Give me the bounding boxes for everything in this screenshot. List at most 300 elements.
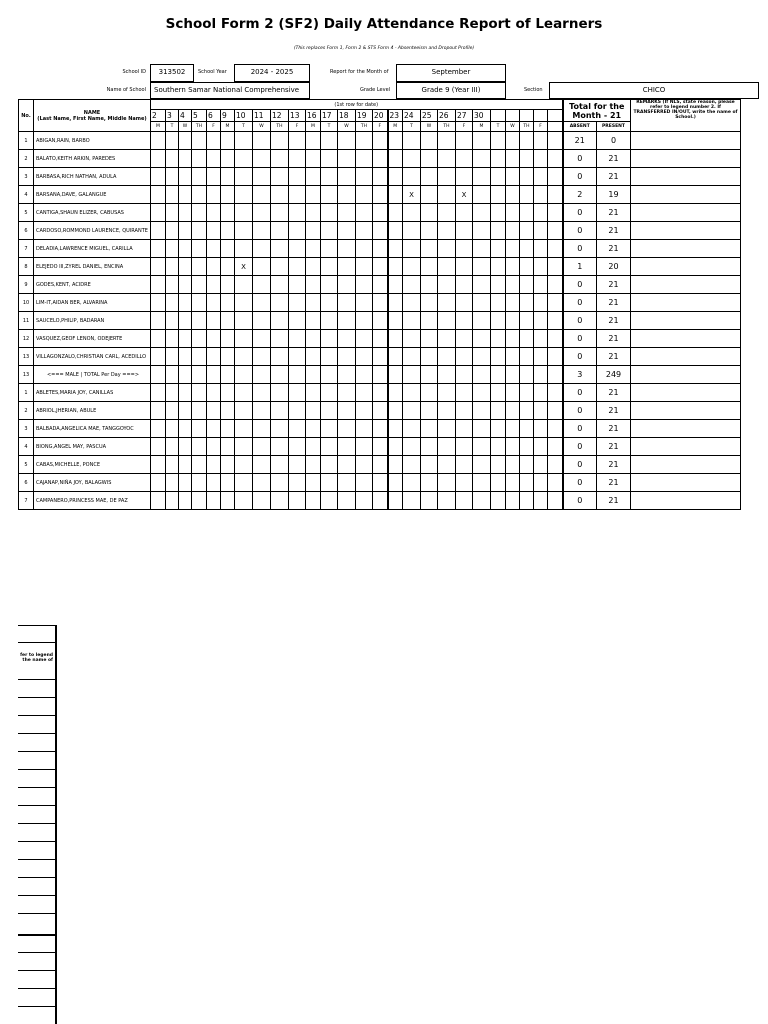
attendance-cell[interactable] (306, 492, 321, 510)
attendance-cell[interactable] (356, 474, 373, 492)
attendance-cell[interactable] (207, 492, 221, 510)
attendance-cell[interactable] (151, 168, 166, 186)
attendance-cell[interactable] (192, 150, 207, 168)
attendance-cell[interactable] (321, 384, 338, 402)
attendance-cell[interactable] (192, 222, 207, 240)
attendance-cell[interactable] (321, 132, 338, 150)
attendance-cell[interactable] (289, 366, 306, 384)
attendance-cell[interactable] (356, 150, 373, 168)
attendance-cell[interactable] (403, 348, 421, 366)
attendance-cell[interactable] (207, 348, 221, 366)
attendance-cell[interactable] (321, 402, 338, 420)
attendance-cell[interactable] (491, 456, 506, 474)
attendance-cell[interactable] (151, 312, 166, 330)
attendance-cell[interactable] (534, 420, 548, 438)
attendance-cell[interactable] (166, 186, 179, 204)
remarks-cell[interactable] (631, 294, 741, 312)
attendance-cell[interactable] (192, 366, 207, 384)
attendance-cell[interactable] (166, 204, 179, 222)
attendance-cell[interactable] (289, 312, 306, 330)
attendance-cell[interactable] (338, 420, 356, 438)
attendance-cell[interactable] (438, 348, 456, 366)
attendance-cell[interactable] (166, 402, 179, 420)
attendance-cell[interactable] (151, 204, 166, 222)
attendance-cell[interactable] (388, 312, 403, 330)
attendance-cell[interactable] (192, 348, 207, 366)
attendance-cell[interactable] (403, 384, 421, 402)
attendance-cell[interactable] (192, 330, 207, 348)
attendance-cell[interactable] (192, 384, 207, 402)
attendance-cell[interactable] (192, 474, 207, 492)
attendance-cell[interactable] (338, 186, 356, 204)
attendance-cell[interactable] (506, 312, 520, 330)
attendance-cell[interactable] (373, 258, 388, 276)
attendance-cell[interactable] (207, 330, 221, 348)
attendance-cell[interactable] (321, 438, 338, 456)
attendance-cell[interactable] (289, 204, 306, 222)
attendance-cell[interactable] (192, 186, 207, 204)
attendance-cell[interactable] (221, 222, 235, 240)
attendance-cell[interactable] (548, 132, 563, 150)
attendance-cell[interactable] (520, 438, 534, 456)
attendance-cell[interactable] (306, 204, 321, 222)
attendance-cell[interactable] (356, 222, 373, 240)
attendance-cell[interactable] (491, 474, 506, 492)
attendance-cell[interactable] (253, 150, 271, 168)
attendance-cell[interactable] (289, 384, 306, 402)
attendance-cell[interactable] (548, 294, 563, 312)
remarks-cell[interactable] (631, 168, 741, 186)
attendance-cell[interactable] (403, 276, 421, 294)
attendance-cell[interactable] (221, 438, 235, 456)
attendance-cell[interactable] (306, 456, 321, 474)
attendance-cell[interactable] (271, 258, 289, 276)
attendance-cell[interactable] (473, 294, 491, 312)
attendance-cell[interactable] (548, 168, 563, 186)
attendance-cell[interactable] (548, 366, 563, 384)
attendance-cell[interactable] (253, 474, 271, 492)
attendance-cell[interactable] (438, 258, 456, 276)
attendance-cell[interactable] (456, 492, 473, 510)
attendance-cell[interactable] (338, 384, 356, 402)
attendance-cell[interactable] (192, 294, 207, 312)
attendance-cell[interactable] (356, 276, 373, 294)
attendance-cell[interactable] (520, 474, 534, 492)
attendance-cell[interactable] (235, 438, 253, 456)
attendance-cell[interactable] (235, 402, 253, 420)
attendance-cell[interactable] (506, 474, 520, 492)
attendance-cell[interactable] (235, 456, 253, 474)
attendance-cell[interactable] (151, 402, 166, 420)
attendance-cell[interactable] (534, 294, 548, 312)
attendance-cell[interactable] (253, 456, 271, 474)
attendance-cell[interactable] (534, 132, 548, 150)
attendance-cell[interactable] (403, 474, 421, 492)
attendance-cell[interactable] (207, 438, 221, 456)
attendance-cell[interactable] (388, 222, 403, 240)
attendance-cell[interactable] (373, 150, 388, 168)
attendance-cell[interactable] (456, 258, 473, 276)
attendance-cell[interactable] (221, 168, 235, 186)
attendance-cell[interactable] (421, 438, 438, 456)
attendance-cell[interactable] (166, 456, 179, 474)
attendance-cell[interactable] (456, 420, 473, 438)
attendance-cell[interactable] (289, 132, 306, 150)
attendance-cell[interactable] (473, 366, 491, 384)
attendance-cell[interactable] (373, 186, 388, 204)
attendance-cell[interactable] (456, 204, 473, 222)
attendance-cell[interactable] (520, 132, 534, 150)
attendance-cell[interactable] (438, 492, 456, 510)
attendance-cell[interactable] (534, 366, 548, 384)
attendance-cell[interactable] (289, 402, 306, 420)
attendance-cell[interactable] (456, 330, 473, 348)
attendance-cell[interactable] (221, 312, 235, 330)
attendance-cell[interactable] (271, 474, 289, 492)
remarks-cell[interactable] (631, 330, 741, 348)
attendance-cell[interactable] (473, 438, 491, 456)
attendance-cell[interactable] (548, 186, 563, 204)
attendance-cell[interactable] (491, 312, 506, 330)
remarks-cell[interactable] (631, 402, 741, 420)
attendance-cell[interactable] (356, 204, 373, 222)
attendance-cell[interactable] (207, 258, 221, 276)
attendance-cell[interactable] (456, 240, 473, 258)
attendance-cell[interactable] (520, 420, 534, 438)
attendance-cell[interactable] (253, 132, 271, 150)
attendance-cell[interactable] (520, 384, 534, 402)
attendance-cell[interactable] (506, 240, 520, 258)
attendance-cell[interactable] (166, 312, 179, 330)
attendance-cell[interactable] (548, 456, 563, 474)
remarks-cell[interactable] (631, 222, 741, 240)
attendance-cell[interactable] (253, 348, 271, 366)
attendance-cell[interactable] (151, 420, 166, 438)
attendance-cell[interactable] (179, 168, 192, 186)
attendance-cell[interactable] (373, 474, 388, 492)
attendance-cell[interactable] (491, 132, 506, 150)
attendance-cell[interactable] (271, 150, 289, 168)
attendance-cell[interactable] (235, 330, 253, 348)
attendance-cell[interactable] (179, 456, 192, 474)
attendance-cell[interactable] (473, 384, 491, 402)
attendance-cell[interactable] (356, 312, 373, 330)
attendance-cell[interactable] (235, 348, 253, 366)
remarks-cell[interactable] (631, 204, 741, 222)
attendance-cell[interactable] (438, 312, 456, 330)
attendance-cell[interactable] (253, 168, 271, 186)
attendance-cell[interactable] (548, 204, 563, 222)
attendance-cell[interactable] (221, 240, 235, 258)
attendance-cell[interactable] (179, 402, 192, 420)
attendance-cell[interactable] (506, 204, 520, 222)
attendance-cell[interactable] (338, 312, 356, 330)
remarks-cell[interactable] (631, 150, 741, 168)
attendance-cell[interactable] (338, 492, 356, 510)
attendance-cell[interactable] (321, 456, 338, 474)
attendance-cell[interactable] (271, 366, 289, 384)
attendance-cell[interactable] (235, 132, 253, 150)
attendance-cell[interactable] (373, 204, 388, 222)
school-year-field[interactable]: 2024 - 2025 (234, 64, 310, 82)
attendance-cell[interactable] (253, 402, 271, 420)
attendance-cell[interactable] (207, 132, 221, 150)
attendance-cell[interactable] (373, 276, 388, 294)
attendance-cell[interactable] (321, 258, 338, 276)
attendance-cell[interactable] (321, 474, 338, 492)
attendance-cell[interactable] (356, 258, 373, 276)
attendance-cell[interactable] (221, 348, 235, 366)
attendance-cell[interactable] (221, 492, 235, 510)
attendance-cell[interactable] (403, 294, 421, 312)
attendance-cell[interactable] (192, 420, 207, 438)
attendance-cell[interactable] (306, 168, 321, 186)
attendance-cell[interactable] (321, 366, 338, 384)
attendance-cell[interactable] (473, 132, 491, 150)
attendance-cell[interactable] (289, 438, 306, 456)
attendance-cell[interactable] (373, 168, 388, 186)
attendance-cell[interactable] (456, 312, 473, 330)
attendance-cell[interactable] (271, 402, 289, 420)
attendance-cell[interactable] (338, 402, 356, 420)
attendance-cell[interactable] (338, 348, 356, 366)
attendance-cell[interactable] (421, 456, 438, 474)
attendance-cell[interactable] (421, 402, 438, 420)
attendance-cell[interactable] (403, 132, 421, 150)
attendance-cell[interactable] (321, 186, 338, 204)
attendance-cell[interactable] (520, 186, 534, 204)
attendance-cell[interactable] (306, 402, 321, 420)
attendance-cell[interactable] (456, 294, 473, 312)
attendance-cell[interactable] (403, 222, 421, 240)
attendance-cell[interactable] (473, 168, 491, 186)
attendance-cell[interactable] (253, 240, 271, 258)
attendance-cell[interactable] (221, 132, 235, 150)
attendance-cell[interactable] (179, 132, 192, 150)
attendance-cell[interactable] (192, 312, 207, 330)
attendance-cell[interactable] (271, 348, 289, 366)
attendance-cell[interactable] (306, 150, 321, 168)
attendance-cell[interactable] (438, 474, 456, 492)
attendance-cell[interactable] (151, 384, 166, 402)
remarks-cell[interactable] (631, 474, 741, 492)
remarks-cell[interactable] (631, 276, 741, 294)
attendance-cell[interactable] (373, 348, 388, 366)
attendance-cell[interactable] (207, 150, 221, 168)
attendance-cell[interactable] (338, 168, 356, 186)
attendance-cell[interactable] (373, 384, 388, 402)
attendance-cell[interactable] (438, 330, 456, 348)
attendance-cell[interactable] (235, 240, 253, 258)
attendance-cell[interactable] (235, 420, 253, 438)
attendance-cell[interactable] (289, 240, 306, 258)
attendance-cell[interactable] (321, 420, 338, 438)
attendance-cell[interactable] (321, 204, 338, 222)
attendance-cell[interactable] (271, 420, 289, 438)
attendance-cell[interactable] (534, 456, 548, 474)
attendance-cell[interactable] (289, 222, 306, 240)
attendance-cell[interactable] (253, 384, 271, 402)
attendance-cell[interactable] (456, 438, 473, 456)
attendance-cell[interactable]: X (235, 258, 253, 276)
attendance-cell[interactable] (456, 150, 473, 168)
attendance-cell[interactable] (179, 348, 192, 366)
attendance-cell[interactable] (548, 150, 563, 168)
attendance-cell[interactable] (289, 330, 306, 348)
attendance-cell[interactable] (338, 222, 356, 240)
attendance-cell[interactable] (151, 294, 166, 312)
attendance-cell[interactable] (421, 348, 438, 366)
attendance-cell[interactable] (491, 240, 506, 258)
attendance-cell[interactable] (520, 492, 534, 510)
attendance-cell[interactable] (207, 456, 221, 474)
attendance-cell[interactable] (321, 330, 338, 348)
attendance-cell[interactable] (388, 186, 403, 204)
attendance-cell[interactable] (207, 474, 221, 492)
attendance-cell[interactable] (403, 258, 421, 276)
attendance-cell[interactable] (456, 384, 473, 402)
attendance-cell[interactable] (491, 204, 506, 222)
attendance-cell[interactable] (271, 492, 289, 510)
attendance-cell[interactable] (534, 330, 548, 348)
remarks-cell[interactable] (631, 258, 741, 276)
attendance-cell[interactable] (179, 258, 192, 276)
attendance-cell[interactable] (221, 474, 235, 492)
attendance-cell[interactable] (179, 204, 192, 222)
attendance-cell[interactable] (506, 186, 520, 204)
attendance-cell[interactable] (338, 132, 356, 150)
attendance-cell[interactable] (520, 348, 534, 366)
attendance-cell[interactable] (548, 474, 563, 492)
attendance-cell[interactable] (253, 330, 271, 348)
attendance-cell[interactable] (166, 258, 179, 276)
attendance-cell[interactable] (473, 204, 491, 222)
attendance-cell[interactable] (534, 474, 548, 492)
attendance-cell[interactable] (151, 240, 166, 258)
attendance-cell[interactable] (373, 438, 388, 456)
attendance-cell[interactable] (491, 492, 506, 510)
attendance-cell[interactable] (271, 222, 289, 240)
attendance-cell[interactable] (356, 492, 373, 510)
attendance-cell[interactable] (506, 294, 520, 312)
attendance-cell[interactable] (520, 294, 534, 312)
attendance-cell[interactable] (235, 168, 253, 186)
attendance-cell[interactable] (207, 384, 221, 402)
attendance-cell[interactable] (438, 456, 456, 474)
attendance-cell[interactable] (403, 330, 421, 348)
attendance-cell[interactable] (506, 438, 520, 456)
attendance-cell[interactable] (548, 402, 563, 420)
attendance-cell[interactable] (221, 384, 235, 402)
attendance-cell[interactable] (421, 222, 438, 240)
attendance-cell[interactable] (388, 492, 403, 510)
attendance-cell[interactable] (338, 330, 356, 348)
attendance-cell[interactable] (306, 312, 321, 330)
attendance-cell[interactable] (235, 384, 253, 402)
attendance-cell[interactable] (520, 456, 534, 474)
attendance-cell[interactable] (438, 132, 456, 150)
attendance-cell[interactable] (534, 204, 548, 222)
attendance-cell[interactable] (235, 474, 253, 492)
section-field[interactable]: CHICO (549, 82, 759, 99)
attendance-cell[interactable] (151, 438, 166, 456)
attendance-cell[interactable] (235, 276, 253, 294)
remarks-cell[interactable] (631, 186, 741, 204)
attendance-cell[interactable] (356, 168, 373, 186)
attendance-cell[interactable] (388, 276, 403, 294)
attendance-cell[interactable] (491, 330, 506, 348)
remarks-cell[interactable] (631, 312, 741, 330)
attendance-cell[interactable] (151, 132, 166, 150)
remarks-cell[interactable] (631, 240, 741, 258)
attendance-cell[interactable] (306, 348, 321, 366)
attendance-cell[interactable] (403, 204, 421, 222)
attendance-cell[interactable] (356, 186, 373, 204)
attendance-cell[interactable] (520, 258, 534, 276)
attendance-cell[interactable] (388, 366, 403, 384)
attendance-cell[interactable] (388, 240, 403, 258)
attendance-cell[interactable] (506, 276, 520, 294)
attendance-cell[interactable] (221, 402, 235, 420)
attendance-cell[interactable] (321, 168, 338, 186)
attendance-cell[interactable] (356, 330, 373, 348)
attendance-cell[interactable] (338, 366, 356, 384)
attendance-cell[interactable] (338, 258, 356, 276)
attendance-cell[interactable] (506, 330, 520, 348)
attendance-cell[interactable] (151, 492, 166, 510)
attendance-cell[interactable] (306, 420, 321, 438)
attendance-cell[interactable] (403, 150, 421, 168)
attendance-cell[interactable] (306, 240, 321, 258)
attendance-cell[interactable] (388, 348, 403, 366)
attendance-cell[interactable] (534, 348, 548, 366)
attendance-cell[interactable] (373, 330, 388, 348)
attendance-cell[interactable] (289, 474, 306, 492)
school-id-field[interactable]: 313502 (150, 64, 194, 82)
remarks-cell[interactable] (631, 132, 741, 150)
attendance-cell[interactable] (306, 474, 321, 492)
attendance-cell[interactable] (166, 384, 179, 402)
attendance-cell[interactable] (221, 150, 235, 168)
attendance-cell[interactable] (306, 222, 321, 240)
attendance-cell[interactable] (373, 456, 388, 474)
attendance-cell[interactable] (473, 222, 491, 240)
attendance-cell[interactable] (438, 240, 456, 258)
attendance-cell[interactable] (548, 222, 563, 240)
attendance-cell[interactable] (306, 384, 321, 402)
attendance-cell[interactable] (421, 330, 438, 348)
attendance-cell[interactable] (321, 150, 338, 168)
attendance-cell[interactable] (179, 294, 192, 312)
attendance-cell[interactable] (179, 492, 192, 510)
attendance-cell[interactable] (388, 150, 403, 168)
attendance-cell[interactable] (221, 186, 235, 204)
attendance-cell[interactable] (166, 222, 179, 240)
attendance-cell[interactable] (289, 456, 306, 474)
attendance-cell[interactable] (473, 492, 491, 510)
attendance-cell[interactable] (491, 150, 506, 168)
attendance-cell[interactable] (338, 294, 356, 312)
attendance-cell[interactable] (321, 348, 338, 366)
attendance-cell[interactable] (403, 420, 421, 438)
remarks-cell[interactable] (631, 420, 741, 438)
attendance-cell[interactable] (356, 132, 373, 150)
attendance-cell[interactable] (166, 438, 179, 456)
attendance-cell[interactable] (306, 366, 321, 384)
attendance-cell[interactable] (403, 402, 421, 420)
attendance-cell[interactable] (373, 420, 388, 438)
attendance-cell[interactable] (356, 456, 373, 474)
